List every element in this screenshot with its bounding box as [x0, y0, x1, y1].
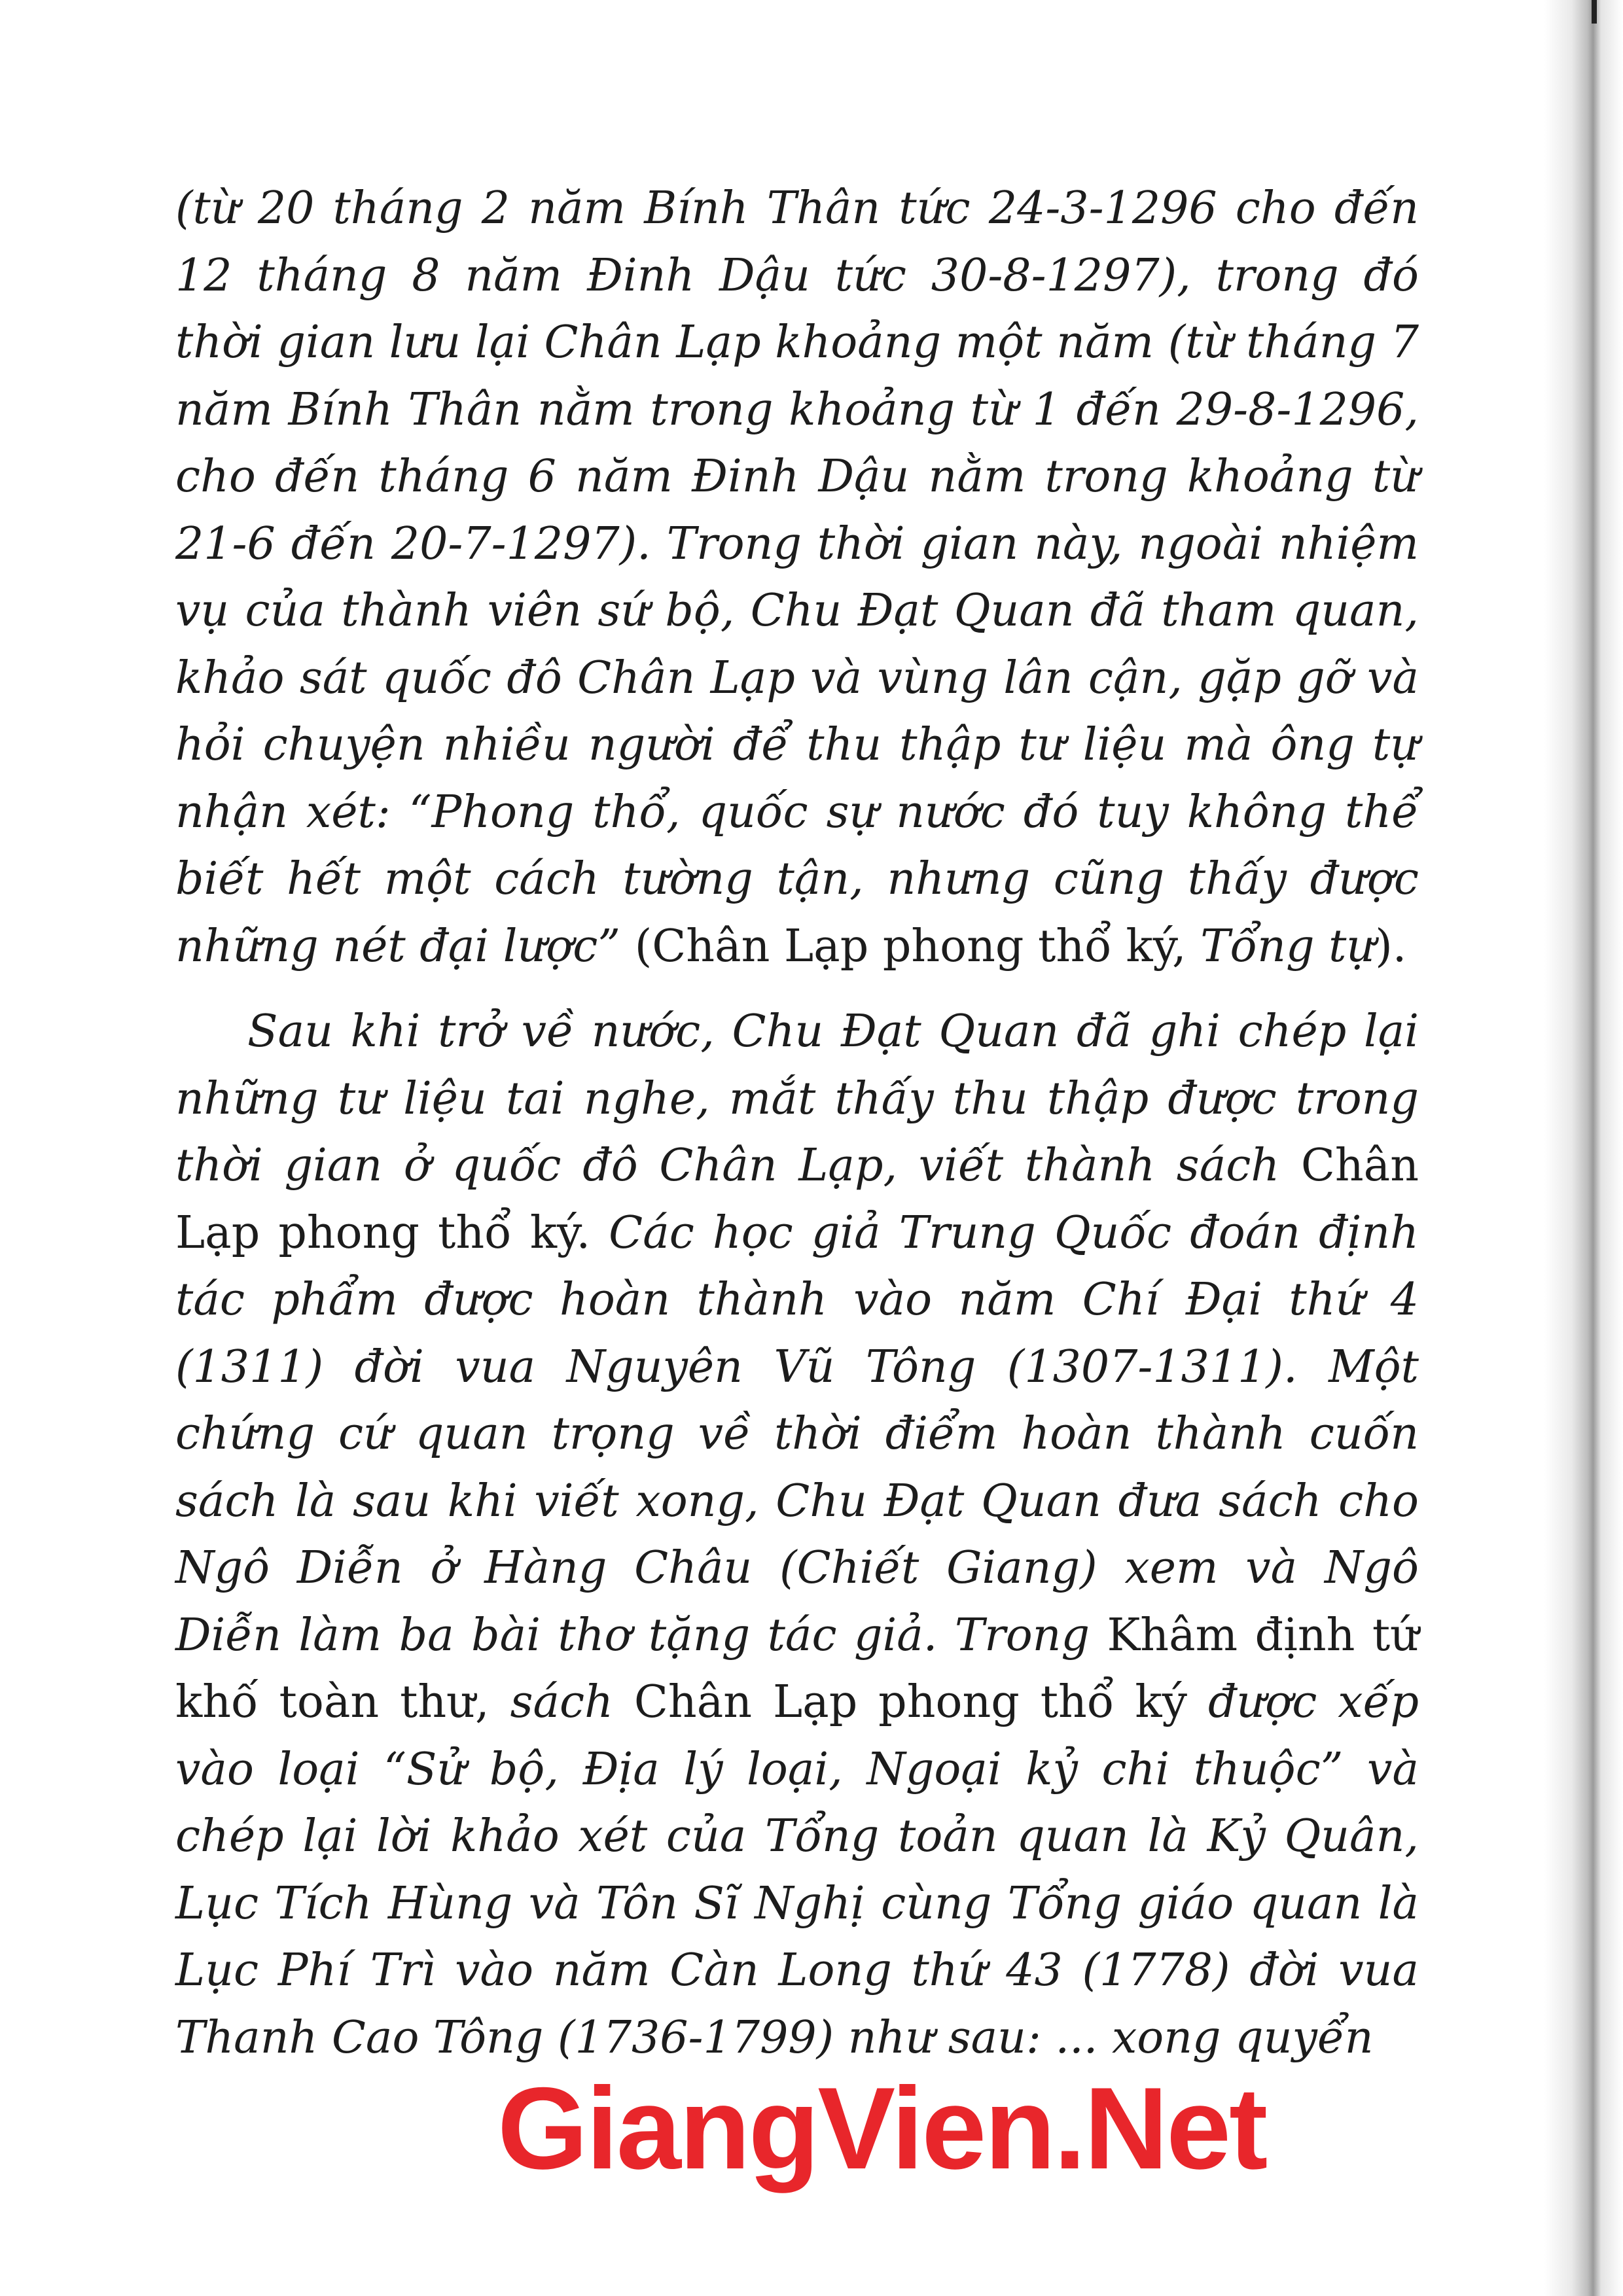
- paragraph-1-run-2: (Chân Lạp phong thổ ký,: [620, 920, 1201, 972]
- page-body-text: [175, 175, 1419, 2072]
- book-spine-shadow: [1544, 0, 1623, 2296]
- scan-edge-mark: [1592, 0, 1597, 24]
- paragraph-2-run-2: Chân Lạp phong thổ ký.: [175, 1140, 1419, 1259]
- paragraph-1-run-3: Tổng tự: [1200, 920, 1376, 972]
- paragraph-2-run-3: Các học giả Trung Quốc đoán định tác phẩm được hoàn thành vào năm Chí Đại thứ 4 (1311) đời vua Nguyên Vũ Tông (1307-1311). Một chứng cứ quan trọng về thời điểm hoàn thành cuốn sách là sau khi viết xong, Chu Đạt Quan đưa sách cho Ngô Diễn ở Hàng Châu (Chiết Giang) xem và Ngô Diễn làm ba bài thơ tặng tác giả. Trong: [175, 1207, 1419, 1661]
- paragraph-1-run-4: ).: [1375, 920, 1407, 972]
- paragraph-2: [175, 998, 1419, 2072]
- paragraph-2-run-4: Khâm định tứ khố toàn thư,: [175, 1609, 1419, 1728]
- paragraph-1: [175, 175, 1419, 980]
- paragraph-1-run-1: (từ 20 tháng 2 năm Bính Thân tức 24-3-1296 cho đến 12 tháng 8 năm Đinh Dậu tức 30-8-1297), trong đó thời gian lưu lại Chân Lạp khoảng một năm (từ tháng 7 năm Bính Thân nằm trong khoảng từ 1 đến 29-8-1296, cho đến tháng 6 năm Đinh Dậu nằm trong khoảng từ 21-6 đến 20-7-1297). Trong thời gian này, ngoài nhiệm vụ của thành viên sứ bộ, Chu Đạt Quan đã tham quan, khảo sát quốc đô Chân Lạp và vùng lân cận, gặp gỡ và hỏi chuyện nhiều người để thu thập tư liệu mà ông tự nhận xét: “Phong thổ, quốc sự nước đó tuy không thể biết hết một cách tường tận, nhưng cũng thấy được những nét đại lược”: [175, 183, 1419, 972]
- paragraph-2-run-6: Chân Lạp phong thổ ký: [613, 1676, 1208, 1728]
- watermark-logo: GiangVien.Net: [497, 2063, 1266, 2193]
- paragraph-2-run-1: Sau khi trở về nước, Chu Đạt Quan đã ghi chép lại những tư liệu tai nghe, mắt thấy thu thập được trong thời gian ở quốc đô Chân Lạp, viết thành sách: [175, 1006, 1419, 1192]
- paragraph-2-run-5: sách: [510, 1676, 613, 1728]
- paragraph-2-run-7: được xếp vào loại “Sử bộ, Địa lý loại, Ngoại kỷ chi thuộc” và chép lại lời khảo xét của Tổng toản quan là Kỷ Quân, Lục Tích Hùng và Tôn Sĩ Nghị cùng Tổng giáo quan là Lục Phí Trì vào năm Càn Long thứ 43 (1778) đời vua Thanh Cao Tông (1736-1799) như sau: ... xong quyển: [175, 1676, 1419, 2064]
